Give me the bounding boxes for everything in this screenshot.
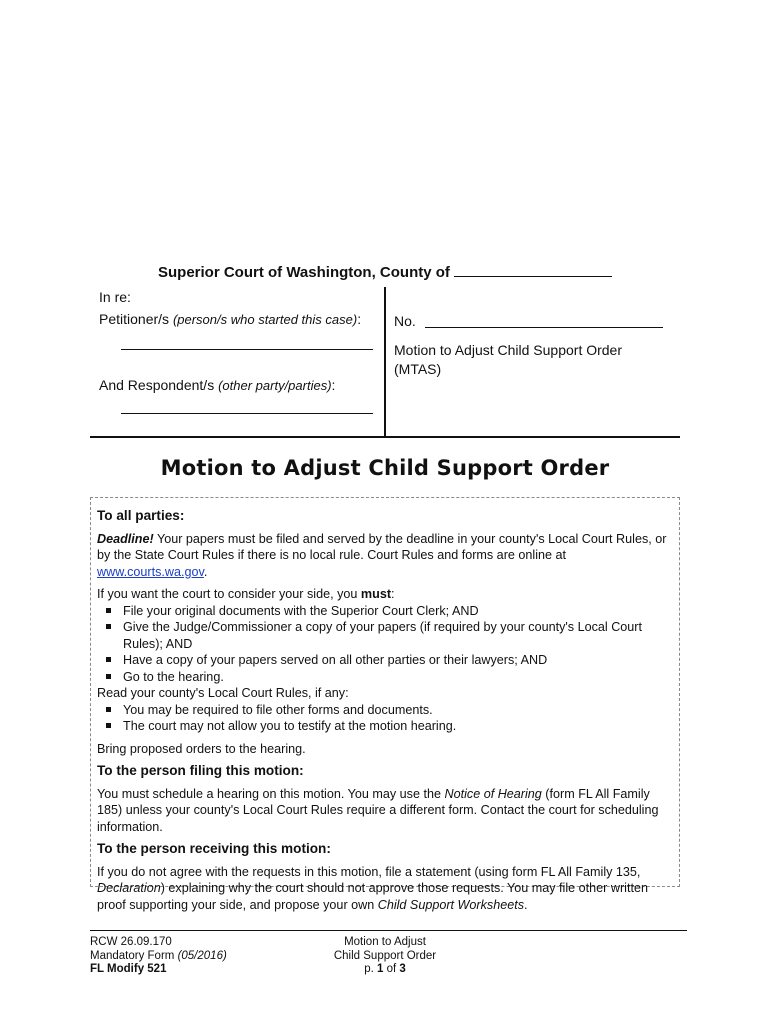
bullet-icon bbox=[106, 657, 111, 662]
respondent-hint: (other party/parties) bbox=[218, 378, 332, 393]
doc-name-line1: Motion to Adjust Child Support Order bbox=[394, 342, 623, 358]
main-title: Motion to Adjust Child Support Order bbox=[160, 456, 610, 480]
footer-doc-line2: Child Support Order bbox=[333, 949, 437, 962]
bullet-icon bbox=[106, 608, 111, 613]
footer-center bbox=[300, 936, 470, 977]
list-item: File your original documents with the Superior Court Clerk; AND bbox=[97, 603, 667, 620]
courts-website-link[interactable]: www.courts.wa.gov bbox=[97, 564, 204, 579]
petitioner-name-line[interactable] bbox=[121, 349, 373, 350]
all-parties-heading: To all parties: bbox=[97, 508, 185, 523]
case-number-line[interactable] bbox=[425, 327, 663, 328]
respondent-label: And Respondent/s (other party/parties): bbox=[99, 377, 336, 393]
respondent-name-line[interactable] bbox=[121, 413, 373, 414]
doc-name-line2: (MTAS) bbox=[394, 361, 442, 377]
receiving-paragraph: If you do not agree with the requests in this motion, file a statement (using form FL All Family 135, Declaration) explaining why the court should not approve those requests. You may file other written proof supporting your side, and propose your own Child Support Worksheets. bbox=[97, 864, 648, 912]
list-item: Go to the hearing. bbox=[97, 669, 667, 686]
footer-rule bbox=[90, 930, 687, 931]
caption-divider bbox=[384, 287, 386, 437]
filing-heading: To the person filing this motion: bbox=[97, 763, 304, 778]
footer-doc-line1: Motion to Adjust bbox=[344, 936, 426, 948]
proposed-orders-paragraph: Bring proposed orders to the hearing. bbox=[97, 741, 306, 756]
list-item: The court may not allow you to testify at the motion hearing. bbox=[97, 718, 667, 735]
bullet-icon bbox=[106, 674, 111, 679]
in-re-label: In re: bbox=[99, 289, 131, 305]
mandatory-form-line: Mandatory Form (05/2016) bbox=[90, 949, 227, 962]
deadline-paragraph: Deadline! Your papers must be filed and served by the deadline in your county's Local Court Rules, or by the State Court Rules if there is no local rule. Court Rules and forms are online at www.courts.wa.gov. bbox=[97, 531, 667, 579]
bullet-icon bbox=[106, 723, 111, 728]
receiving-heading: To the person receiving this motion: bbox=[97, 841, 331, 856]
petitioner-hint: (person/s who started this case) bbox=[172, 312, 358, 327]
list-item: Have a copy of your papers served on all other parties or their lawyers; AND bbox=[97, 652, 667, 669]
bullet-icon bbox=[106, 707, 111, 712]
list-item: You may be required to file other forms and documents. bbox=[97, 702, 667, 719]
court-title: Superior Court of Washington, County of bbox=[158, 262, 612, 281]
case-number-label: No. bbox=[394, 313, 416, 329]
list-item: Give the Judge/Commissioner a copy of your papers (if required by your county's Local Court Rules); AND bbox=[97, 619, 667, 652]
bullet-icon bbox=[106, 624, 111, 629]
rcw-citation: RCW 26.09.170 bbox=[90, 936, 172, 948]
county-blank[interactable] bbox=[454, 262, 612, 277]
filing-paragraph: You must schedule a hearing on this motion. You may use the Notice of Hearing (form FL All Family 185) unless your county's Local Court Rules require a different form. Contact the court for scheduling information. bbox=[97, 786, 659, 834]
petitioner-label: Petitioner/s (person/s who started this case): bbox=[99, 311, 362, 327]
consider-paragraph: If you want the court to consider your side, you must: bbox=[97, 587, 395, 601]
caption-bottom-rule bbox=[90, 436, 680, 438]
form-id: FL Modify 521 bbox=[90, 963, 167, 975]
local-rules-paragraph: Read your county's Local Court Rules, if any: bbox=[97, 686, 349, 700]
footer-left bbox=[90, 936, 227, 977]
instructions-content bbox=[97, 508, 667, 913]
page-number: p. 1 of 3 bbox=[364, 963, 406, 975]
